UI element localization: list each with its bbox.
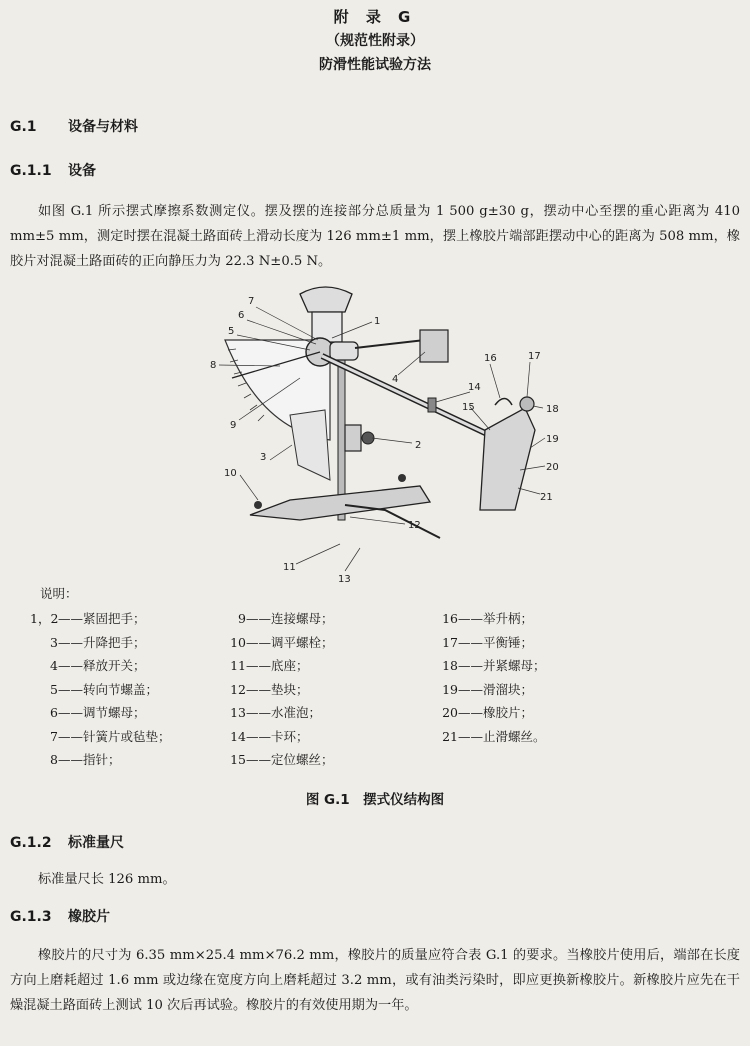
section-title: 设备与材料 (68, 119, 138, 135)
callout-14: 14 (468, 382, 481, 393)
leveling-bolt (398, 474, 406, 482)
legend-description: ——水准泡； (246, 705, 322, 720)
appendix-title: 附 录 G (333, 8, 417, 26)
release-rod (355, 340, 425, 348)
legend-item (224, 631, 334, 655)
legend-key: 1，2 (30, 611, 59, 626)
legend-key: 17 (442, 634, 458, 650)
legend-item (224, 607, 334, 631)
pendulum-tester-figure (0, 280, 750, 585)
section-title: 设备 (68, 163, 96, 179)
section-number: G.1.2 (10, 835, 52, 851)
legend-item (224, 701, 334, 725)
legend-description: ——滑溜块； (458, 681, 534, 697)
callout-12: 12 (408, 520, 421, 531)
callout-20: 20 (546, 462, 559, 473)
figure-caption: 图 G.1 摆式仪结构图 (305, 792, 445, 808)
section-g13-paragraph: 橡胶片的尺寸为 6.35 mm×25.4 mm×76.2 mm，橡胶片的质量应符合表 G.1 的要求。当橡胶片使用后，端部在长度方向上磨耗超过 1.6 mm 或边缘在宽度方向上磨耗超过 3.2 mm，或有油类污染时，即应更换新橡胶片。新橡胶片应先在干燥混凝土路面砖上测试 10 次后再试验。橡胶片的有效使用期为一年。 (10, 948, 740, 1013)
legend-description: ——垫块； (246, 681, 309, 697)
callout-4: 4 (392, 374, 399, 385)
legend-item (436, 701, 546, 725)
legend-description: ——并紧螺母； (458, 658, 546, 673)
legend-key: 20 (442, 705, 458, 720)
section-g11-heading (10, 160, 96, 180)
section-title: 标准量尺 (68, 835, 124, 851)
legend-key: 21 (442, 728, 458, 744)
leveling-bolt (254, 501, 262, 509)
legend-key: 15 (230, 752, 246, 767)
section-number: G.1.3 (10, 909, 52, 925)
legend-key: 8 (50, 752, 58, 767)
callout-1: 1 (374, 316, 381, 327)
callout-6: 6 (238, 310, 245, 321)
release-arm (330, 342, 358, 360)
legend-key: 13 (230, 705, 246, 720)
section-g11-paragraph: 如图 G.1 所示摆式摩擦系数测定仪。摆及摆的连接部分总质量为 1 500 g±30 g，摆动中心至摆的重心距离为 410 mm±5 mm，测定时摆在混凝土路面砖上滑动长度为 126 mm±1 mm，摆上橡胶片端部距摆动中心的距离为 508 mm，橡胶片对混凝土路面砖的正向静压力为 22.3 N±0.5 N。 (10, 204, 740, 269)
legend-column-1 (30, 607, 171, 772)
callout-13: 13 (338, 574, 351, 585)
callout-19: 19 (546, 434, 559, 445)
legend-description: ——底座； (246, 658, 309, 673)
legend-description: ——紧固把手； (58, 611, 146, 626)
callout-2: 2 (415, 440, 422, 451)
callout-15: 15 (462, 402, 475, 413)
legend-key: 18 (442, 658, 458, 673)
legend-item (30, 678, 171, 702)
legend-description: ——指针； (58, 752, 121, 767)
lift-handle (495, 399, 512, 406)
section-g1-heading (10, 116, 138, 136)
legend-key: 7 (50, 728, 58, 744)
release-switch (420, 330, 448, 362)
legend-item (30, 631, 171, 655)
legend-description: ——调平螺栓； (246, 634, 334, 650)
top-bracket (312, 312, 342, 342)
legend-column-2 (224, 607, 334, 772)
appendix-subtitle: （规范性附录） (326, 33, 424, 49)
legend-item (30, 654, 171, 678)
section-number: G.1.1 (10, 163, 52, 179)
legend-key: 14 (230, 728, 246, 744)
legend-key: 3 (50, 634, 58, 650)
callout-5: 5 (228, 326, 235, 337)
legend-description: ——针簧片或毡垫； (58, 728, 171, 744)
legend-key: 10 (230, 634, 246, 650)
legend-description: ——止滑螺丝。 (458, 728, 546, 744)
legend-key: 12 (230, 681, 246, 697)
section-g12-heading (10, 832, 124, 852)
legend-description: ——举升柄； (458, 611, 534, 626)
legend-item (436, 725, 546, 749)
legend-item (30, 725, 171, 749)
legend-column-3 (436, 607, 546, 748)
legend-key: 6 (50, 705, 58, 720)
callout-9: 9 (230, 420, 237, 431)
legend-item (436, 654, 546, 678)
callout-11: 11 (283, 562, 296, 573)
callout-8: 8 (210, 360, 217, 371)
legend-heading: 说明： (40, 586, 78, 601)
callout-17: 17 (528, 351, 541, 362)
level-bubble-housing (300, 287, 352, 312)
legend-description: ——定位螺丝； (246, 752, 334, 767)
balance-weight (520, 397, 534, 411)
legend-item (224, 748, 334, 772)
legend-item (436, 607, 546, 631)
legend-item (224, 725, 334, 749)
section-title: 橡胶片 (68, 909, 110, 925)
legend-key: 16 (442, 611, 458, 626)
legend-description: ——连接螺母； (246, 611, 334, 626)
lift-block (345, 425, 361, 451)
legend-item (30, 701, 171, 725)
legend-item (224, 678, 334, 702)
callout-3: 3 (260, 452, 267, 463)
legend-key: 5 (50, 681, 58, 697)
legend-description: ——调节螺母； (58, 705, 146, 720)
legend-description: ——卡环； (246, 728, 309, 744)
clamp-ring (428, 398, 436, 412)
section-g13-heading (10, 906, 110, 926)
legend-item (30, 607, 171, 631)
legend-description: ——转向节螺盖； (58, 681, 159, 697)
callout-7: 7 (248, 296, 255, 307)
legend-key: 4 (50, 658, 58, 673)
legend-item (224, 654, 334, 678)
legend-item (30, 748, 171, 772)
legend-description: ——升降把手； (58, 634, 146, 650)
legend-description: ——平衡锤； (458, 634, 534, 650)
callout-10: 10 (224, 468, 237, 479)
legend-description: ——橡胶片； (458, 705, 534, 720)
legend-key: 19 (442, 681, 458, 697)
legend-description: ——释放开关； (58, 658, 146, 673)
shield-plate (290, 410, 330, 480)
section-number: G.1 (10, 119, 37, 135)
legend-key: 9 (238, 611, 246, 626)
appendix-topic: 防滑性能试验方法 (319, 57, 431, 73)
callout-18: 18 (546, 404, 559, 415)
callout-16: 16 (484, 353, 497, 364)
callout-21: 21 (540, 492, 553, 503)
slide-block (480, 408, 535, 510)
legend-item (436, 678, 546, 702)
legend-key: 11 (230, 658, 246, 673)
section-g12-paragraph: 标准量尺长 126 mm。 (38, 872, 176, 887)
legend-item (436, 631, 546, 655)
